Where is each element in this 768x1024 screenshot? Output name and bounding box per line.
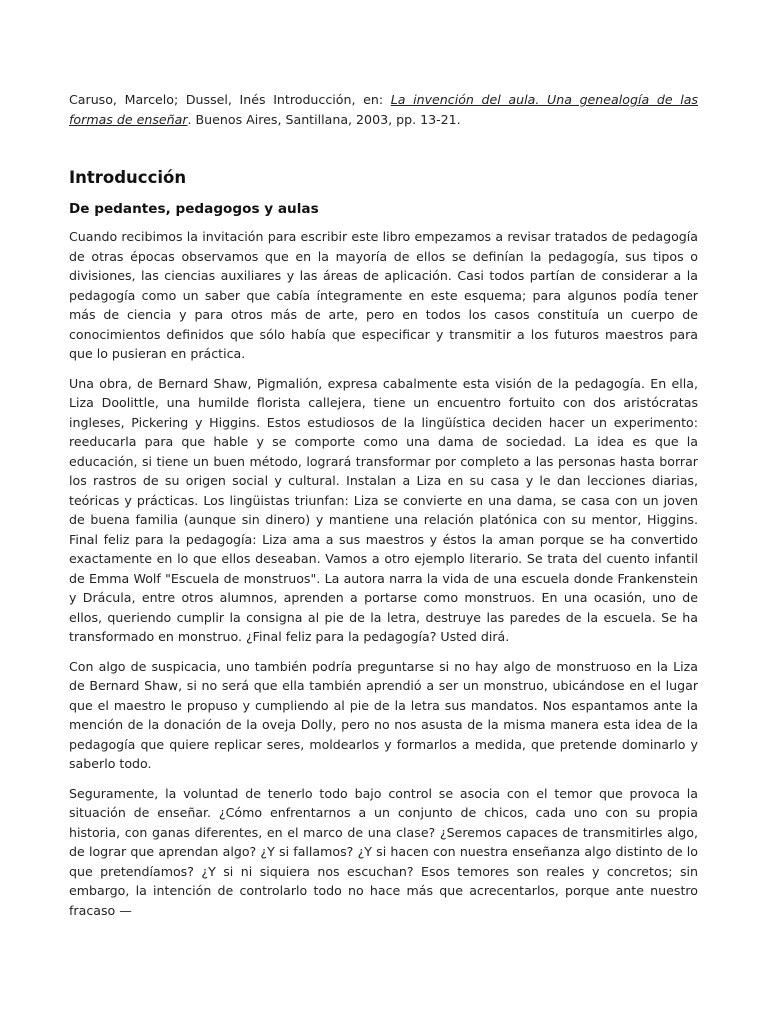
- paragraph-4: Seguramente, la voluntad de tenerlo todo bajo control se asocia con el temor que provoca la situación de enseñar. ¿Cómo enfrentarnos a un conjunto de chicos, cada uno con su propia historia, con ganas diferentes, en el marco de una clase? ¿Seremos capaces de transmitirles algo, de lograr que aprendan algo? ¿Y si fallamos? ¿Y si hacen con nuestra enseñanza algo distinto de lo que pretendíamos? ¿Y si ni siquiera nos escuchan? Esos temores son reales y concretos; sin embargo, la intención de controlarlo todo no hace más que acrecentarlos, porque ante nuestro fracaso —: [69, 785, 698, 918]
- citation-authors: Caruso, Marcelo; Dussel, Inés Introducción, en:: [69, 92, 391, 107]
- paragraph-1: Cuando recibimos la invitación para escribir este libro empezamos a revisar tratados de pedagogía de otras épocas observamos que en la mayoría de ellos se definían la pedagogía, sus tipos o divisiones, las ciencias auxiliares y las áreas de aplicación. Casi todos partían de considerar a la pedagogía como un saber que cabía íntegramente en este esquema; para algunos podía tener más de ciencia y para otros más de arte, pero en todos los casos constituía un cuerpo de conocimientos definidos que sólo había que especificar y transmitir a los futuros maestros para que lo pusieran en práctica.: [69, 229, 698, 361]
- citation-publisher: . Buenos Aires, Santillana, 2003, pp. 13-21.: [187, 111, 461, 127]
- section-subheading: De pedantes, pedagogos y aulas: [69, 201, 319, 217]
- citation: [69, 90, 698, 129]
- book-title-link[interactable]: La invención del aula. Una genealogía de las formas de enseñar: [69, 92, 698, 127]
- section-heading: Introducción: [69, 168, 187, 187]
- document-page: [69, 90, 698, 920]
- paragraph-3: Con algo de suspicacia, uno también podría preguntarse si no hay algo de monstruoso en la Liza de Bernard Shaw, si no será que ella también aprendió a ser un monstruo, ubicándose en el lugar que el maestro le propuso y cumpliendo al pie de la letra sus mandatos. Nos espantamos ante la mención de la donación de la oveja Dolly, pero no nos asusta de la misma manera esta idea de la pedagogía que quiere replicar seres, moldearlos y formarlos a medida, que pretende dominarlo y saberlo todo.: [69, 658, 698, 771]
- paragraph-2: Una obra, de Bernard Shaw, Pigmalión, expresa cabalmente esta visión de la pedagogía. En ella, Liza Doolittle, una humilde florista callejera, tiene un encuentro fortuito con dos aristócratas ingleses, Pickering y Higgins. Estos estudiosos de la lingüística deciden hacer un experimento: reeducarla para que hable y se comporte como una dama de sociedad. La idea es que la educación, si tiene un buen método, logrará transformar por completo a las personas hasta borrar los rastros de su origen social y cultural. Instalan a Liza en su casa y le dan lecciones diarias, teóricas y prácticas. Los lingüistas triunfan: Liza se convierte en una dama, se casa con un joven de buena familia (aunque sin dinero) y mantiene una relación platónica con su mentor, Higgins. Final feliz para la pedagogía: Liza ama a sus maestros y éstos la aman porque se ha convertido exactamente en lo que ellos deseaban. Vamos a otro ejemplo literario. Se trata del cuento infantil de Emma Wolf "Escuela de monstruos". La autora narra la vida de una escuela donde Frankenstein y Drácula, entre otros alumnos, aprenden a portarse como monstruos. En una ocasión, uno de ellos, queriendo cumplir la consigna al pie de la letra, destruye las paredes de la escuela. Se ha transformado en monstruo. ¿Final feliz para la pedagogía? Usted dirá.: [69, 375, 698, 644]
